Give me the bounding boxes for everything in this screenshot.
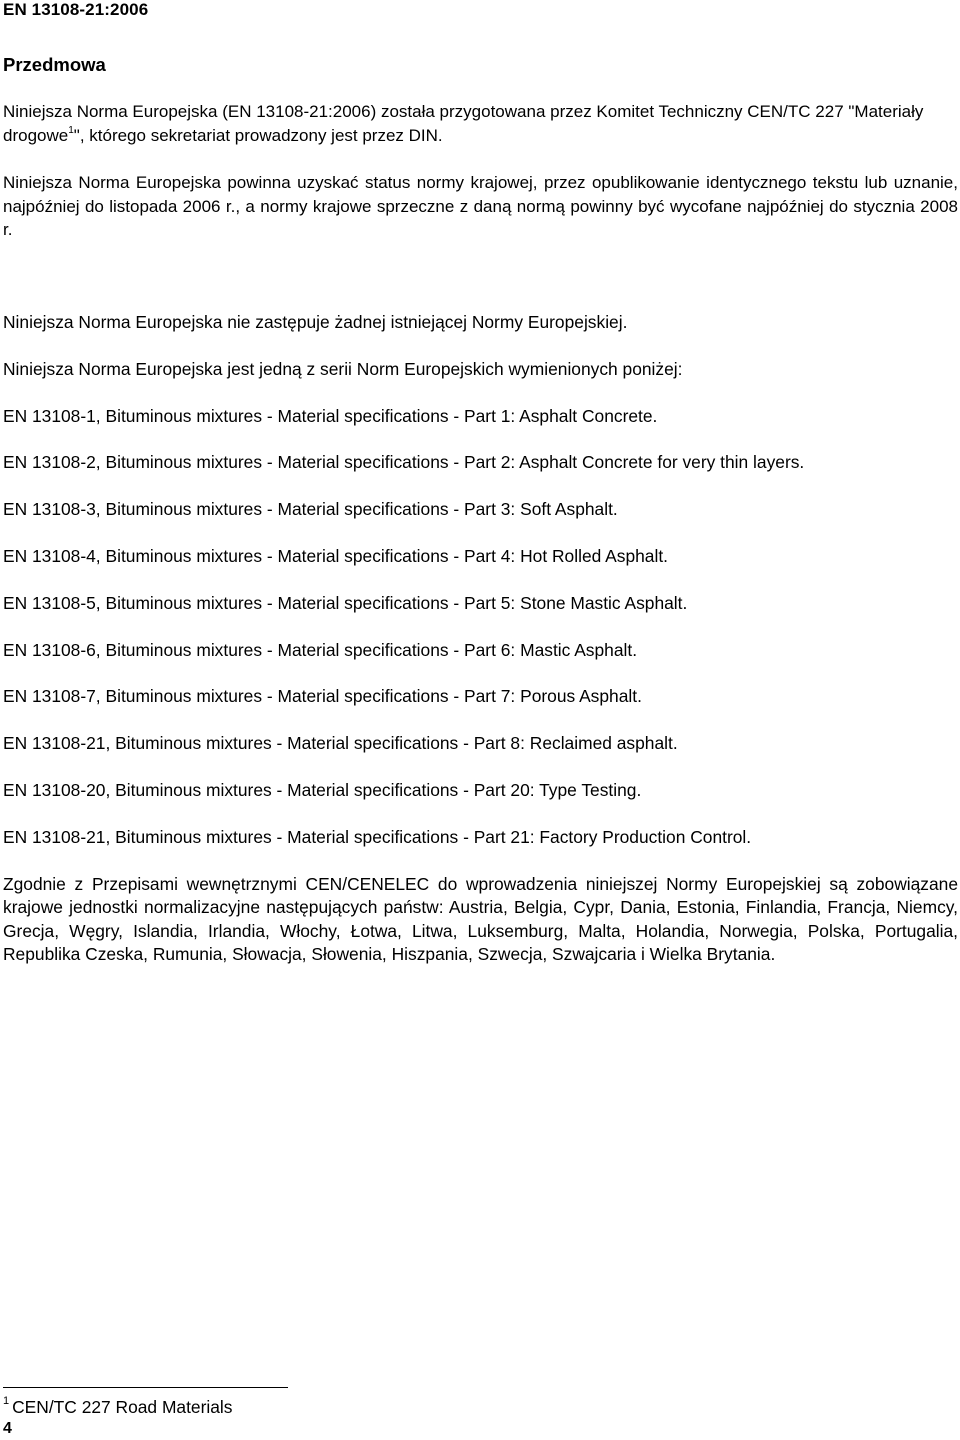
paragraph-series-intro: Niniejsza Norma Europejska jest jedną z serii Norm Europejskich wymienionych poniżej: (3, 358, 683, 379)
page-number: 4 (3, 1420, 12, 1437)
footnote-text: CEN/TC 227 Road Materials (12, 1397, 233, 1417)
section-heading: Przedmowa (3, 54, 106, 75)
document-page (3, 0, 958, 1440)
standard-item: EN 13108-7, Bituminous mixtures - Material specifications - Part 7: Porous Asphalt. (3, 686, 642, 707)
footnote (3, 1396, 233, 1418)
footnote-divider (3, 1387, 288, 1388)
standard-item: EN 13108-21, Bituminous mixtures - Material specifications - Part 21: Factory Production Control. (3, 826, 752, 847)
standard-item: EN 13108-4, Bituminous mixtures - Material specifications - Part 4: Hot Rolled Asphalt. (3, 545, 668, 566)
standard-item: EN 13108-1, Bituminous mixtures - Material specifications - Part 1: Asphalt Concrete. (3, 405, 658, 426)
paragraph-member-countries: Zgodnie z Przepisami wewnętrznymi CEN/CENELEC do wprowadzenia niniejszej Normy Europejskiej są zobowiązane krajowe jednostki normalizacyjne następujących państw: Austria, Belgia, Cypr, Dania, Estonia, Finlandia, Francja, Niemcy, Grecja, Węgry, Islandia, Irlandia, Włochy, Łotwa, Litwa, Luksemburg, Malta, Holandia, Norwegia, Polska, Portugalia, Republika Czeska, Rumunia, Słowacja, Słowenia, Hiszpania, Szwecja, Szwajcaria i Wielka Brytania. (3, 873, 958, 965)
intro-section (3, 100, 958, 242)
document-id-header: EN 13108-21:2006 (3, 0, 149, 19)
standard-item: EN 13108-20, Bituminous mixtures - Material specifications - Part 20: Type Testing. (3, 779, 642, 800)
paragraph-no-supersede: Niniejsza Norma Europejska nie zastępuje żadnej istniejącej Normy Europejskiej. (3, 312, 628, 332)
body-section (3, 311, 958, 990)
intro-paragraph-2: Niniejsza Norma Europejska powinna uzyskać status normy krajowej, przez opublikowanie identycznego tekstu lub uznanie, najpóźniej do listopada 2006 r., a normy krajowe sprzeczne z daną normą powinny być wycofane najpóźniej do stycznia 2008 r. (3, 173, 958, 239)
standard-item: EN 13108-3, Bituminous mixtures - Material specifications - Part 3: Soft Asphalt. (3, 499, 618, 520)
standard-item: EN 13108-21, Bituminous mixtures - Material specifications - Part 8: Reclaimed asphalt. (3, 733, 678, 754)
standard-item: EN 13108-2, Bituminous mixtures - Material specifications - Part 2: Asphalt Concrete for very thin layers. (3, 452, 805, 473)
standards-list (3, 405, 958, 850)
standard-item: EN 13108-5, Bituminous mixtures - Material specifications - Part 5: Stone Mastic Asphalt. (3, 592, 688, 613)
footnote-reference: 1 (68, 124, 74, 136)
intro-paragraph-1: Niniejsza Norma Europejska (EN 13108-21:2006) została przygotowana przez Komitet Techniczny CEN/TC 227 "Materiały drogowe$^1$", którego sekretariat prowadzony jest przez DIN. (3, 102, 924, 145)
footnote-marker: 1 (3, 1395, 10, 1407)
standard-item: EN 13108-6, Bituminous mixtures - Material specifications - Part 6: Mastic Asphalt. (3, 639, 638, 660)
